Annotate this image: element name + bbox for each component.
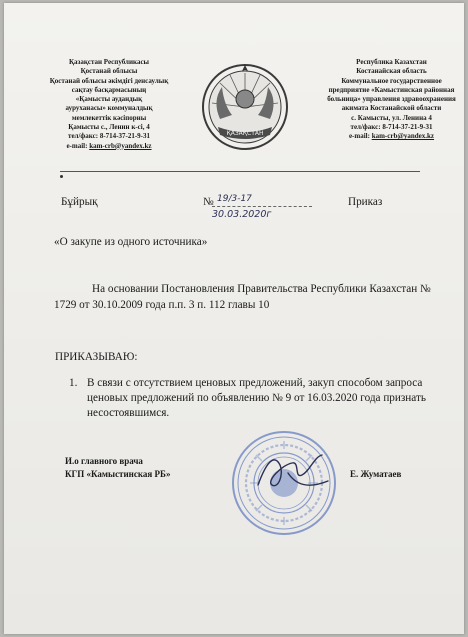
basis-line: На основании Постановления Правительства Республики Казахстан № [92,283,431,295]
email-label: e-mail: [66,141,88,150]
header-right-email-row [319,132,464,141]
header-right-line: больница» управления здравоохранения [327,95,456,104]
header-left-line: тел/факс: 8-714-37-21-9-31 [68,132,150,141]
signatory-title: И.о главного врача [65,456,143,466]
header-left-line: Қамысты с., Ленин к-сі, 4 [68,123,150,132]
list-item-number: 1. [69,377,78,389]
header-left-line: Қостанай облысы [80,67,138,76]
list-item-line: В связи с отсутствием ценовых предложений, закуп способом запроса [87,377,423,389]
email-link[interactable]: kam-crb@yandex.kz [89,141,152,150]
order-word-ru: Приказ [348,196,383,208]
emblem-ribbon-text: ҚАЗАҚСТАН [226,130,264,137]
handwritten-signature-icon [252,445,332,497]
header-left-line: Қостанай облысы әкімдігі денсаулық [49,76,169,85]
header-right-line: предприятие «Камыстинская районная [328,85,455,94]
header-right [319,58,464,142]
order-number-underline [212,206,312,207]
header-right-line: акимата Костанайской области [341,104,442,113]
header-right-line: с. Камысты, ул. Ленина 4 [351,113,432,122]
order-word-kz: Бұйрық [61,196,98,208]
header-divider [60,171,420,172]
ink-dot [60,175,63,178]
state-emblem-icon [200,61,290,153]
order-number-handwritten: 19/3-17 [217,194,252,204]
header-left [40,58,178,151]
signatory-organization: КГП «Камыстинская РБ» [65,469,171,479]
signatory-name: Е. Жуматаев [350,469,402,479]
order-subject: «О закупе из одного источника» [54,236,208,248]
header-left-line: «Қамысты аудандық [75,95,143,104]
document-page [4,3,464,634]
header-left-line: ауруханасы» коммуналдық [65,104,153,113]
header-left-email-row [40,142,178,151]
list-item-line: ценовых предложений по объявлению № 9 от 16.03.2020 года признать [87,392,426,404]
header-left-line: сақтау басқармасының [71,85,147,94]
header-right-line: Костанайская область [356,67,427,76]
list-item-line: несостоявшимся. [87,407,170,419]
order-directive-heading: ПРИКАЗЫВАЮ: [55,351,138,363]
header-left-line: мемлекеттік кәсіпорны [71,113,147,122]
order-date-handwritten: 30.03.2020г [212,209,272,220]
basis-line: 1729 от 30.10.2009 года п.п. 3 п. 112 главы 10 [54,299,270,311]
email-link[interactable]: kam-crb@yandex.kz [371,132,435,141]
header-right-line: Республика Казахстан [356,58,427,66]
order-number-label: № [203,196,214,208]
header-right-line: тел/факс: 8-714-37-21-9-31 [350,123,433,132]
header-right-line: Коммунальное государственное [341,76,442,85]
header-left-line: Қазақстан Республикасы [68,58,150,66]
email-label: e-mail: [348,132,370,141]
